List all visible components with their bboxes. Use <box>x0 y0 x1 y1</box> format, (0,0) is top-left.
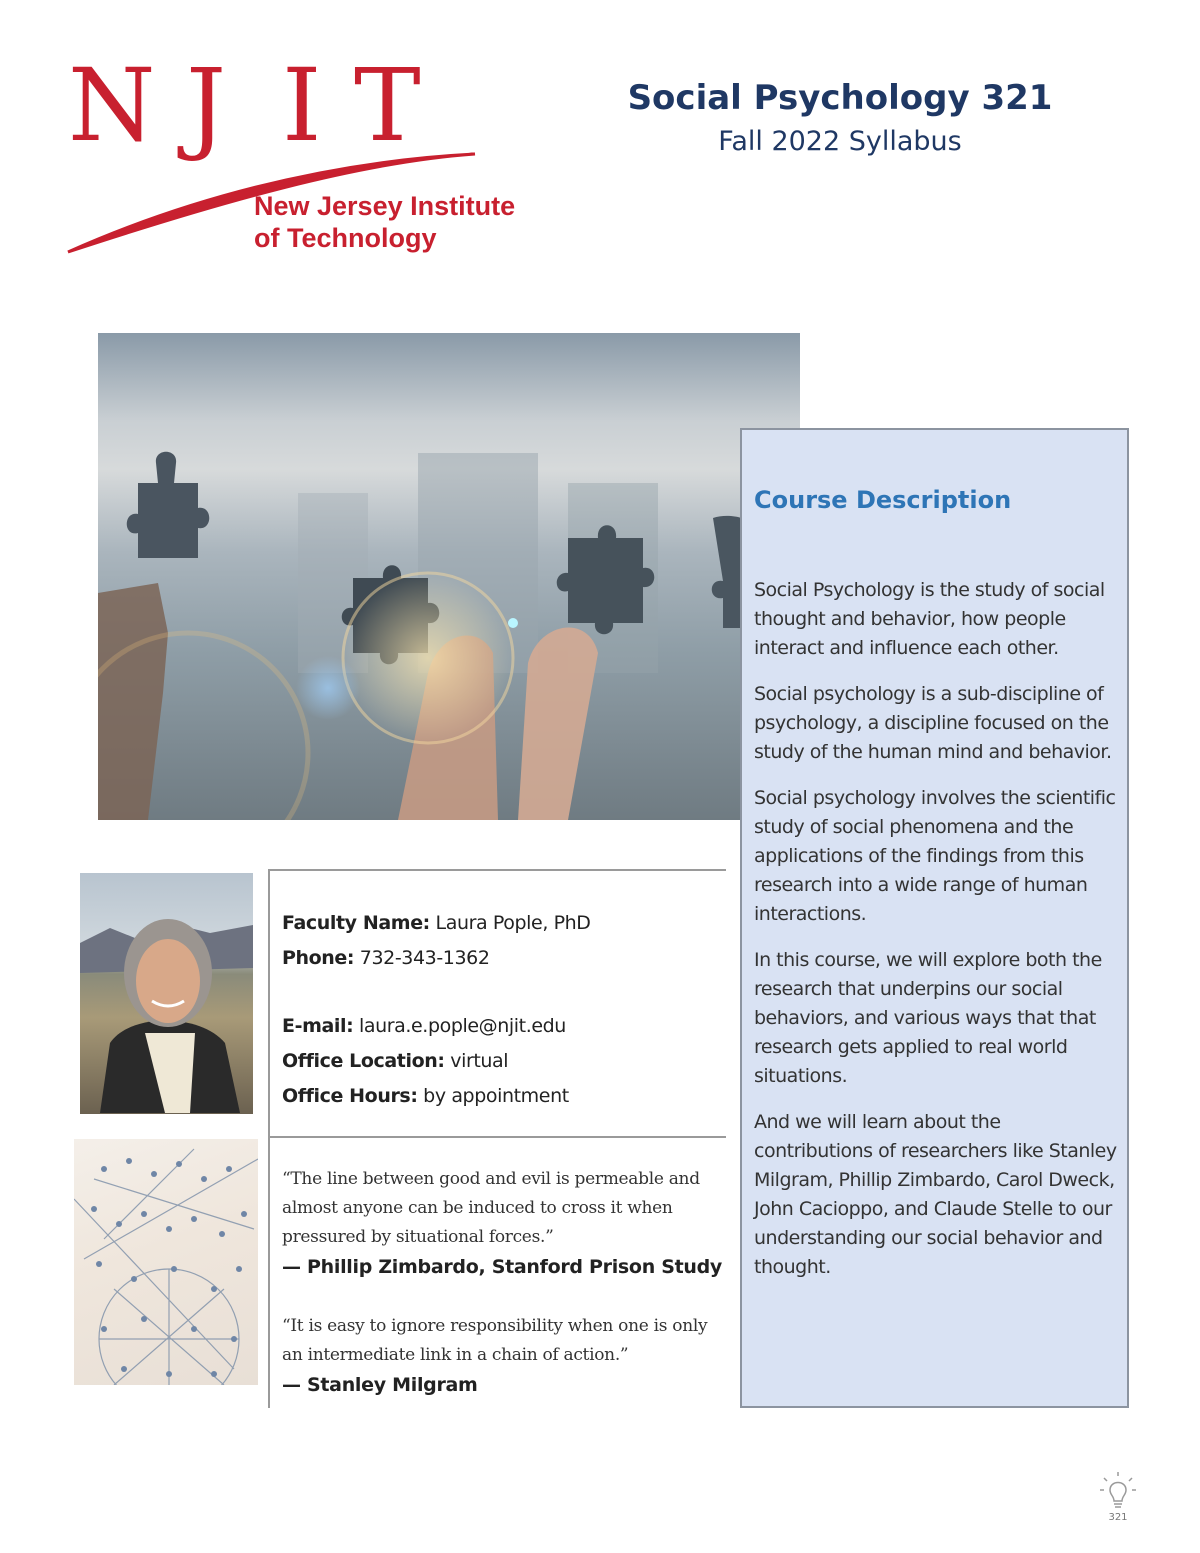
phone-label: Phone: <box>282 947 355 969</box>
quote-author: — Stanley Milgram <box>282 1374 478 1396</box>
office-hours-label: Office Hours: <box>282 1085 418 1107</box>
faculty-name-value: Laura Pople, PhD <box>435 912 591 934</box>
phone-row <box>282 941 722 976</box>
hero-puzzle-photo <box>98 333 800 820</box>
lightbulb-icon <box>1096 1468 1140 1510</box>
description-paragraph: In this course, we will explore both the research that underpins our social behaviors, and various ways that that research gets applied to real world situations. <box>754 949 1102 1087</box>
office-hours-row <box>282 1079 722 1114</box>
footer-mark <box>1096 1468 1140 1528</box>
footer-course-number: 321 <box>1108 1512 1128 1523</box>
page-title: Social Psychology 321 <box>627 78 1053 118</box>
email-link[interactable]: laura.e.pople@njit.edu <box>358 1015 566 1037</box>
quote-block <box>282 1312 722 1400</box>
quote-author: — Phillip Zimbardo, Stanford Prison Study <box>282 1256 723 1278</box>
phone-value[interactable]: 732-343-1362 <box>359 947 490 969</box>
office-location-label: Office Location: <box>282 1050 445 1072</box>
network-figures-photo <box>74 1139 258 1385</box>
description-paragraph: Social psychology is a sub-discipline of psychology, a discipline focused on the study of the human mind and behavior. <box>754 683 1112 763</box>
office-location-value: virtual <box>450 1050 509 1072</box>
quotes-section <box>282 1165 722 1400</box>
faculty-name-row <box>282 906 722 941</box>
description-paragraph: Social Psychology is the study of social thought and behavior, how people interact and influence each other. <box>754 579 1105 659</box>
title-block <box>560 78 1120 160</box>
course-description-heading: Course Description <box>754 486 1012 514</box>
logo-subtitle <box>254 190 554 254</box>
logo-line-1: New Jersey Institute <box>254 191 516 221</box>
contact-bottom-divider <box>268 1136 726 1138</box>
logo-letter-i: I <box>282 47 322 164</box>
email-row <box>282 1009 722 1044</box>
page-subtitle: Fall 2022 Syllabus <box>718 126 962 157</box>
contact-top-divider <box>268 869 726 871</box>
logo-letter-j: J <box>186 47 227 164</box>
contact-info <box>282 906 722 1114</box>
quote-text: “It is easy to ignore responsibility when one is only an intermediate link in a chain of action.” <box>282 1316 708 1365</box>
faculty-photo <box>80 873 253 1114</box>
logo-line-2: of Technology <box>254 223 437 253</box>
course-description-panel <box>740 428 1129 1408</box>
logo-letter-n: N <box>68 47 156 164</box>
email-label: E-mail: <box>282 1015 354 1037</box>
course-description-body <box>754 576 1120 1299</box>
logo-letter-t: T <box>354 47 421 164</box>
vertical-divider <box>268 870 270 1408</box>
description-paragraph: And we will learn about the contributions of researchers like Stanley Milgram, Phillip Zimbardo, Carol Dweck, John Cacioppo, and Claude Stelle to our understanding our social behavior and thought. <box>754 1111 1117 1278</box>
office-location-row <box>282 1044 722 1079</box>
njit-logo <box>60 47 560 272</box>
description-paragraph: Social psychology involves the scientific study of social phenomena and the applications of the findings from this research into a wide range of human interactions. <box>754 787 1116 925</box>
office-hours-value: by appointment <box>423 1085 569 1107</box>
faculty-name-label: Faculty Name: <box>282 912 430 934</box>
quote-block <box>282 1165 722 1282</box>
quote-text: “The line between good and evil is permeable and almost anyone can be induced to cross it when pressured by situational forces.” <box>282 1169 700 1247</box>
